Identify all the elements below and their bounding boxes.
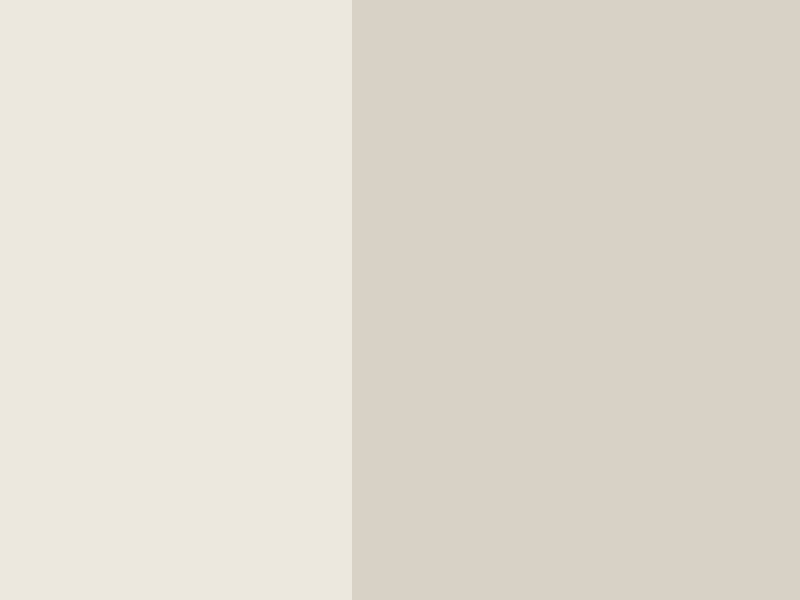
- left-page: [0, 0, 352, 600]
